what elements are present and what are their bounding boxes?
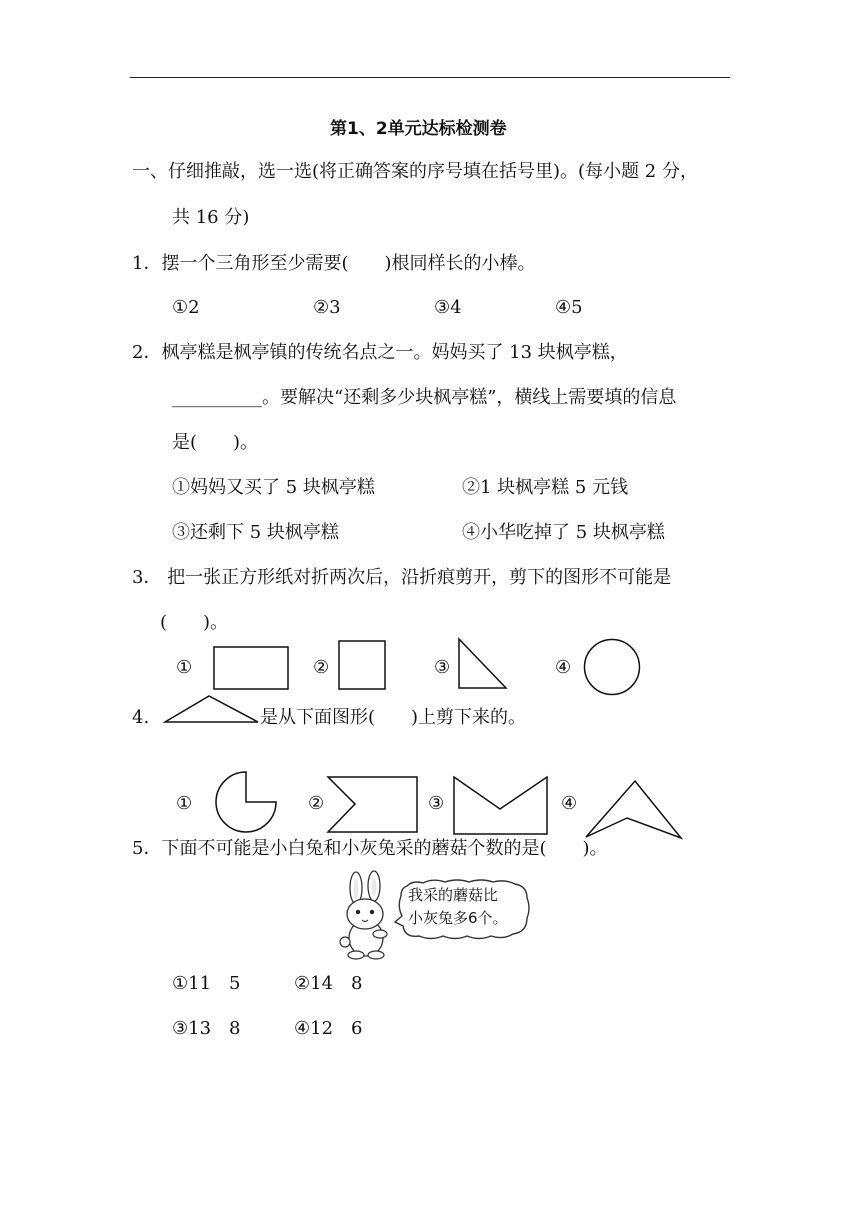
q1-option-1: ①2 (172, 297, 200, 318)
q5-option-1: ①11 5 (172, 973, 241, 994)
q4-label-2: ② (308, 793, 325, 814)
question-3-line2: ( )。 (160, 612, 229, 633)
question-2-line3: 是( )。 (172, 432, 259, 453)
q2-option-2: ②1 块枫亭糕 5 元钱 (462, 477, 629, 498)
q4-label-4: ④ (561, 793, 578, 814)
q4-label-1: ① (176, 793, 193, 814)
question-1-text: 1．摆一个三角形至少需要( )根同样长的小棒。 (132, 253, 536, 274)
q4-pacman-shape (214, 770, 278, 836)
section-heading-line1: 一、仔细推敲，选一选(将正确答案的序号填在括号里)。(每小题 2 分， (132, 161, 698, 182)
q4-arrowhead-shape (585, 780, 683, 840)
q4-v-notch-shape (453, 776, 549, 836)
q3-square-shape (338, 640, 386, 690)
q4-notched-shape (327, 776, 419, 834)
q1-option-3: ③4 (434, 297, 462, 318)
q3-rectangle-shape (213, 646, 289, 690)
q3-circle-shape (583, 638, 641, 696)
q1-option-2: ②3 (313, 297, 341, 318)
page-title: 第1、2单元达标检测卷 (330, 119, 507, 139)
q3-label-1: ① (176, 657, 193, 678)
speech-bubble-line1: 我采的蘑菇比 (408, 886, 499, 904)
question-4-number: 4. (132, 707, 150, 728)
question-3-line1: 3． 把一张正方形纸对折两次后，沿折痕剪开，剪下的图形不可能是 (132, 567, 672, 588)
q3-label-4: ④ (555, 657, 572, 678)
question-2-line1: 2．枫亭糕是枫亭镇的传统名点之一。妈妈买了 13 块枫亭糕， (132, 342, 628, 363)
q5-option-2: ②14 8 (294, 973, 363, 994)
q5-option-4: ④12 6 (294, 1018, 363, 1039)
q3-triangle-shape (458, 638, 508, 690)
q4-cut-triangle-shape (164, 694, 260, 724)
top-rule (130, 77, 730, 78)
q2-option-4: ④小华吃掉了 5 块枫亭糕 (462, 522, 665, 543)
q3-label-3: ③ (434, 657, 451, 678)
question-5-text: 5．下面不可能是小白兔和小灰兔采的蘑菇个数的是( )。 (132, 838, 608, 859)
section-heading-line2: 共 16 分) (172, 207, 250, 228)
q5-option-3: ③13 8 (172, 1018, 241, 1039)
q3-label-2: ② (313, 657, 330, 678)
q2-option-3: ③还剩下 5 块枫亭糕 (172, 522, 339, 543)
q2-option-1: ①妈妈又买了 5 块枫亭糕 (172, 477, 375, 498)
question-2-line2: __________。要解决“还剩多少块枫亭糕”，横线上需要填的信息 (172, 387, 677, 408)
q1-option-4: ④5 (555, 297, 583, 318)
q4-label-3: ③ (428, 793, 445, 814)
speech-bubble-line2: 小灰兔多6个。 (408, 909, 508, 927)
question-4-text: 是从下面图形( )上剪下来的。 (260, 707, 527, 728)
